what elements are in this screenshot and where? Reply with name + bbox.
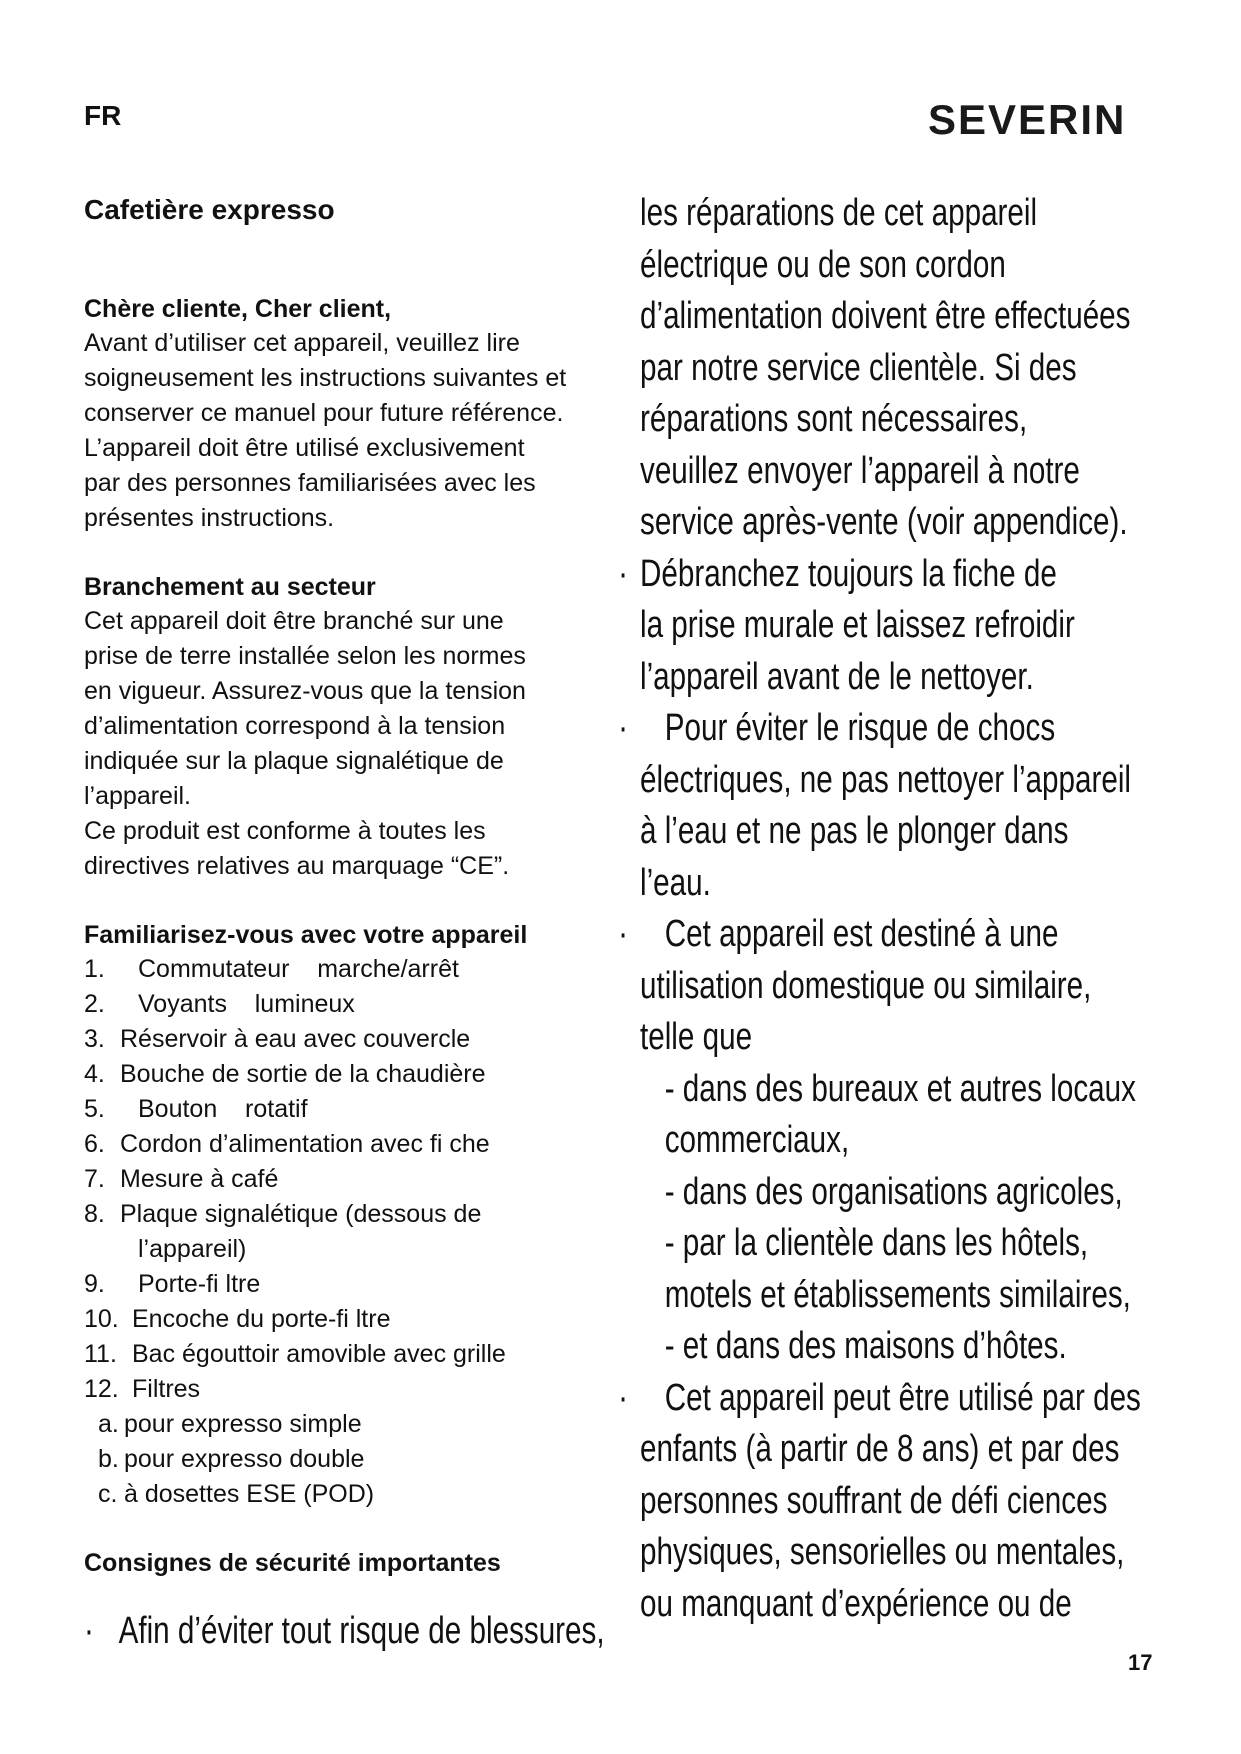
list-item-text: Bouton rotatif [138,1095,308,1123]
right-text-line [640,291,1131,343]
list-item [84,1127,624,1162]
right-text-line [640,806,1108,858]
right-text-span: ou manquant d’expérience ou de [640,1582,1072,1625]
right-text-line [640,1321,1108,1373]
bullet-icon: · [618,913,629,955]
list-item-number: 12. [84,1375,119,1403]
right-text-line [618,909,1108,961]
right-text-span: la prise murale et laissez refroidir [640,604,1075,646]
text-line: Cet appareil doit être branché sur une [84,607,504,635]
list-item-number: 3. [84,1025,105,1053]
list-item [84,1372,624,1407]
list-item-number: 11. [84,1340,117,1368]
text-line: par des personnes familiarisées avec les [84,469,536,497]
right-text-line [640,858,1108,910]
list-item-text: Mesure à café [120,1165,279,1193]
list-item-number: a. [98,1410,119,1438]
text-line: Avant d’utiliser cet appareil, veuillez lire [84,329,520,357]
text-line: prise de terre installée selon les normes [84,642,526,670]
list-item-text: à dosettes ESE (POD) [124,1480,375,1508]
list-item-text: l’appareil) [138,1235,247,1263]
list-item-text: Cordon d’alimentation avec fi che [120,1130,490,1158]
list-item-text: Filtres [132,1375,201,1403]
list-item [84,1232,624,1267]
list-item-text: Porte-fi ltre [138,1270,261,1298]
right-text-span: l’eau. [640,861,711,904]
list-item-number: b. [98,1445,119,1473]
right-text-span: par notre service clientèle. Si des [640,346,1077,389]
right-text-line [640,1064,1136,1116]
intro-paragraph [84,326,624,536]
list-item [84,1477,624,1512]
right-text-line [640,1167,1123,1219]
right-text-line [640,1476,1108,1528]
right-text-span: Cet appareil peut être utilisé par des [640,1376,1141,1419]
right-text-span: - dans des bureaux et autres locaux [640,1067,1136,1110]
left-column [84,292,624,1580]
right-text-line [640,446,1108,498]
bullet-icon: · [84,1610,119,1652]
right-text-span: personnes souffrant de défi ciences [640,1479,1108,1522]
right-text-span: physiques, sensorielles ou mentales, [640,1531,1125,1573]
right-text-span: électriques, ne pas nettoyer l’appareil [640,758,1132,801]
brand-logo: SEVERIN [928,96,1127,143]
right-text-line [640,1115,1108,1167]
page-number: 17 [1128,1650,1153,1675]
text-line: L’appareil doit être utilisé exclusivement [84,434,525,462]
list-item-text: pour expresso double [124,1445,365,1473]
right-text-span: service après-vente (voir appendice). [640,501,1128,543]
bullet-icon: · [618,1376,629,1419]
right-text-line [618,1373,1141,1425]
right-text-line [640,961,1108,1013]
list-item [84,1337,624,1372]
list-item-number: 5. [84,1095,105,1123]
right-text-span: - dans des organisations agricoles, [640,1170,1123,1213]
right-text-span: Pour éviter le risque de chocs [640,707,1056,749]
text-line: indiquée sur la plaque signalétique de [84,747,504,775]
list-item-text: Voyants lumineux [138,990,355,1018]
list-item-text: Commutateur marche/arrêt [138,955,459,983]
intro-heading: Chère cliente, Cher client, [84,295,392,323]
product-title: Cafetière expresso [84,194,335,225]
text-line: en vigueur. Assurez-vous que la tension [84,677,526,705]
right-text-span: motels et établissements similaires, [640,1273,1131,1316]
list-item-text: Bac égouttoir amovible avec grille [132,1340,506,1368]
list-item-text: pour expresso simple [124,1410,362,1438]
right-text-line [640,1424,1120,1476]
right-text-span: Cet appareil est destiné à une [640,913,1059,955]
right-text-span: à l’eau et ne pas le plonger dans [640,810,1069,852]
list-item-number: 7. [84,1165,105,1193]
right-text-line [640,755,1132,807]
text-line: présentes instructions. [84,504,335,532]
text-line: d’alimentation correspond à la tension [84,712,506,740]
right-text-line [640,343,1108,395]
right-text-line [618,549,1108,601]
list-item-text: Encoche du porte-fi ltre [132,1305,391,1333]
right-text-span: - par la clientèle dans les hôtels, [640,1222,1089,1264]
text-line: l’appareil. [84,782,192,810]
list-item-text: Plaque signalétique (dessous de [120,1200,482,1228]
bullet-icon: · [618,707,629,749]
right-text-span: l’appareil avant de le nettoyer. [640,655,1034,698]
right-text-line [640,600,1108,652]
connection-heading: Branchement au secteur [84,573,376,601]
right-text-span: réparations sont nécessaires, [640,398,1028,440]
right-text-line [640,394,1108,446]
list-item-number: 6. [84,1130,105,1158]
text-line: soigneusement les instructions suivantes et [84,364,567,392]
list-item-text: Bouche de sortie de la chaudière [120,1060,486,1088]
right-text-span: utilisation domestique ou similaire, [640,964,1092,1007]
list-item [84,987,624,1022]
right-text-span: d’alimentation doivent être effectuées [640,295,1131,337]
list-item-number: 4. [84,1060,105,1088]
text-line: directives relatives au marquage “CE”. [84,852,510,880]
list-item [84,952,624,987]
list-item [84,1022,624,1057]
right-text-line [640,240,1108,292]
list-item [84,1162,624,1197]
list-item [84,1197,624,1232]
bullet-icon: · [618,552,629,595]
list-item-number: c. [98,1480,118,1508]
text-line: conserver ce manuel pour future référence. [84,399,564,427]
list-item [84,1057,624,1092]
right-text-line [640,1527,1125,1579]
right-text-span: veuillez envoyer l’appareil à notre [640,449,1080,492]
list-item-number: 2. [84,990,105,1018]
right-column [618,188,1240,1630]
list-item [84,1442,624,1477]
connection-paragraph [84,604,624,884]
language-code: FR [84,100,122,131]
right-text-span: commerciaux, [640,1119,850,1161]
right-text-line [618,703,1108,755]
right-text-line [640,1012,1108,1064]
right-text-line [640,1579,1108,1631]
right-text-line [640,497,1128,549]
list-item [84,1302,624,1337]
text-line: Ce produit est conforme à toutes les [84,817,486,845]
right-text-line [640,652,1108,704]
right-text-line [640,1218,1108,1270]
safety-heading: Consignes de sécurité importantes [84,1549,501,1577]
right-text-span: Débranchez toujours la fiche de [640,552,1057,595]
right-text-span: - et dans des maisons d’hôtes. [640,1325,1067,1367]
familiarise-heading: Familiarisez-vous avec votre appareil [84,921,528,949]
list-item-number: 8. [84,1200,105,1228]
right-text-span: électrique ou de son cordon [640,243,1006,286]
list-item-number: 10. [84,1305,119,1333]
right-text-line [640,188,1108,240]
safety-first-bullet-text: Afin d’éviter tout risque de blessures, [118,1610,605,1652]
right-text-span: enfants (à partir de 8 ans) et par des [640,1428,1120,1470]
right-text-span: telle que [640,1016,753,1058]
list-item [84,1092,624,1127]
list-item [84,1267,624,1302]
right-text-span: les réparations de cet appareil [640,192,1038,234]
list-item-number: 1. [84,955,105,983]
list-item-text: Réservoir à eau avec couvercle [120,1025,471,1053]
parts-list [84,952,624,1512]
right-text-line [640,1270,1131,1322]
list-item-number: 9. [84,1270,105,1298]
list-item [84,1407,624,1442]
